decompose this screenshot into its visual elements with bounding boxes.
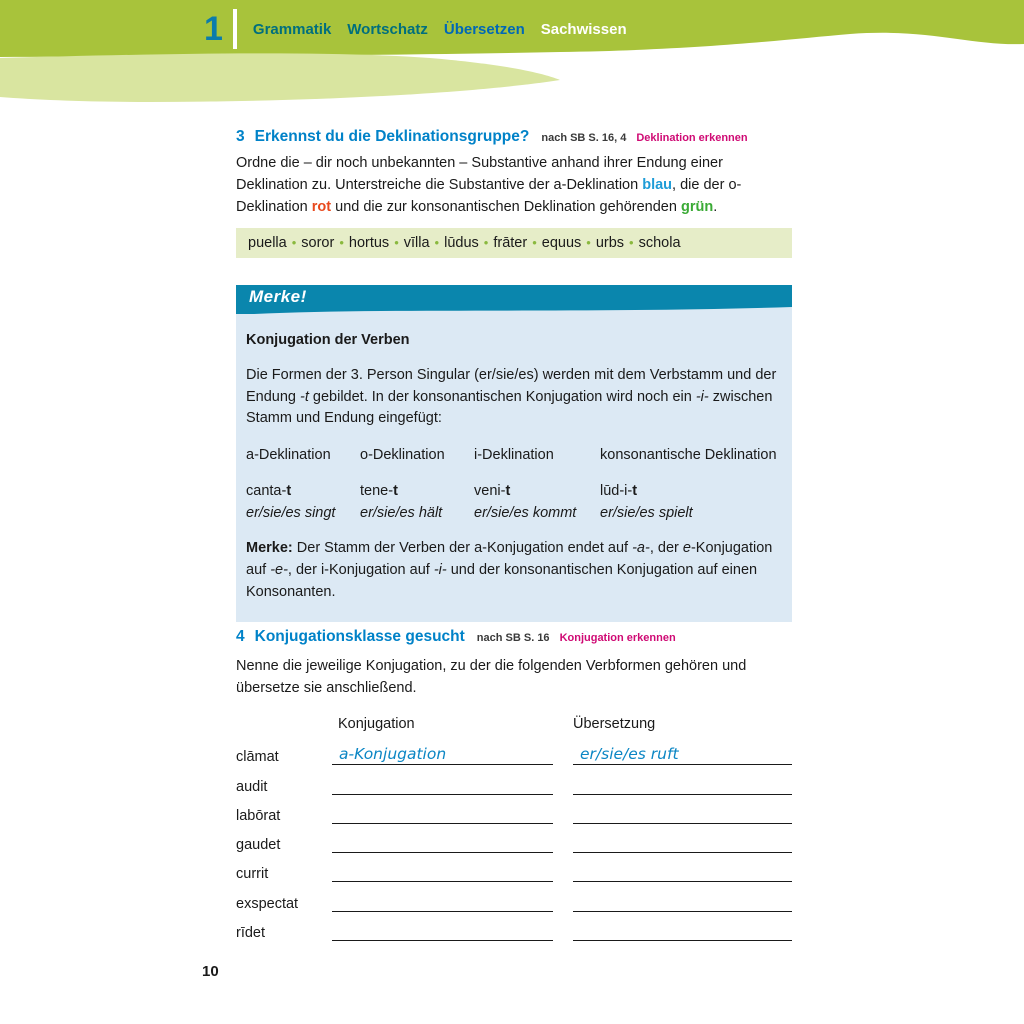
merke-col-header: i-Deklination xyxy=(474,447,554,463)
text-run: und der konsonantischen Konjugation auf einen Konsonanten. xyxy=(246,562,758,600)
konjugation-blank[interactable] xyxy=(332,828,553,853)
merke-note xyxy=(246,538,782,603)
merke-col-header: a-Deklination xyxy=(246,447,331,463)
merke-table-translations xyxy=(246,503,782,525)
word-separator: • xyxy=(586,235,591,250)
text-run: Der Stamm der Verben der a-Konjugation endet auf xyxy=(292,540,633,557)
uebersetzung-blank[interactable] xyxy=(573,828,792,853)
word-box xyxy=(236,228,792,258)
table-row xyxy=(236,771,792,800)
verb-form xyxy=(474,481,600,503)
verb-label: exspectat xyxy=(236,895,299,912)
ex4-tag: Konjugation erkennen xyxy=(559,632,676,644)
konjugation-blank[interactable] xyxy=(332,887,553,912)
text-run-italic: -t xyxy=(300,388,309,405)
ex3-reference: nach SB S. 16, 4 xyxy=(541,132,627,144)
verb-translation: er/sie/es hält xyxy=(360,504,443,521)
tab-uebersetzen: Übersetzen xyxy=(443,20,525,38)
header-divider xyxy=(233,9,237,49)
ex4-table-headers xyxy=(236,716,792,736)
handwritten-answer: a-Konjugation xyxy=(339,745,447,764)
unit-number: 1 xyxy=(204,10,223,48)
verb-label: rīdet xyxy=(236,925,266,942)
verb-label: currit xyxy=(236,866,269,883)
text-run-italic: -i- xyxy=(695,388,709,405)
uebersetzung-blank[interactable] xyxy=(573,740,792,765)
merke-table-headers xyxy=(246,445,782,467)
tab-grammatik: Grammatik xyxy=(252,20,332,38)
table-row xyxy=(236,918,792,947)
verb-translation: er/sie/es spielt xyxy=(600,504,693,521)
konjugation-blank[interactable] xyxy=(332,799,553,824)
handwritten-answer: er/sie/es ruft xyxy=(580,745,679,764)
merke-subtitle: Konjugation der Verben xyxy=(246,332,410,348)
merke-header xyxy=(236,285,792,314)
text-run-italic: -i- xyxy=(433,562,447,578)
header-nav xyxy=(204,9,627,49)
form-stem: canta- xyxy=(246,482,287,499)
word-item: equus xyxy=(541,235,582,251)
word-item: schola xyxy=(638,235,681,251)
uebersetzung-blank[interactable] xyxy=(573,770,792,795)
ex4-table xyxy=(236,742,792,947)
form-stem: veni- xyxy=(474,482,506,499)
uebersetzung-blank[interactable] xyxy=(573,916,792,941)
verb-form xyxy=(246,481,360,503)
form-stem: lūd-i- xyxy=(600,482,633,499)
word-item: lūdus xyxy=(444,235,479,251)
text-run: , die der o-Deklination xyxy=(236,176,742,215)
table-row xyxy=(236,742,792,771)
table-row xyxy=(236,888,792,917)
text-run-italic: -e- xyxy=(270,562,288,578)
form-ending: t xyxy=(505,482,511,499)
word-item: hortus xyxy=(348,235,390,251)
ex4-title: Konjugationsklasse gesucht xyxy=(254,628,465,645)
merke-intro xyxy=(246,365,782,430)
word-separator: • xyxy=(629,235,634,250)
uebersetzung-blank[interactable] xyxy=(573,857,792,882)
ex3-instruction xyxy=(236,153,792,218)
merke-title: Merke! xyxy=(249,287,307,306)
ex4-instruction: Nenne die jeweilige Konjugation, zu der die folgenden Verbformen gehören und übersetze sie anschließend. xyxy=(236,658,747,696)
konjugation-blank[interactable] xyxy=(332,857,553,882)
word-item: soror xyxy=(301,235,335,251)
exercise-3-heading xyxy=(236,128,748,146)
page-number: 10 xyxy=(202,963,219,980)
form-ending: t xyxy=(286,482,292,499)
merke-header-wave xyxy=(236,306,792,315)
konjugation-column-header: Konjugation xyxy=(338,716,415,732)
text-run-italic: e xyxy=(682,540,691,557)
merke-note-label: Merke: xyxy=(246,540,293,557)
word-rot: rot xyxy=(311,198,332,215)
word-gruen: grün xyxy=(680,198,714,215)
form-ending: t xyxy=(632,482,638,499)
tab-wortschatz: Wortschatz xyxy=(347,20,428,38)
word-item: urbs xyxy=(595,235,625,251)
word-separator: • xyxy=(339,235,344,250)
konjugation-blank[interactable] xyxy=(332,770,553,795)
text-run: , der xyxy=(649,540,683,557)
konjugation-blank[interactable] xyxy=(332,740,553,765)
form-stem: tene- xyxy=(360,482,394,499)
word-blau: blau xyxy=(642,176,673,193)
word-separator: • xyxy=(434,235,440,250)
text-run: , der i-Konjugation auf xyxy=(287,562,434,578)
uebersetzung-blank[interactable] xyxy=(573,799,792,824)
text-run: gebildet. In der konsonantischen Konjugation wird noch ein xyxy=(308,388,696,405)
word-item: puella xyxy=(248,235,287,251)
tab-sachwissen: Sachwissen xyxy=(540,20,627,38)
verb-form xyxy=(360,481,474,503)
merke-col-header: konsonantische Deklination xyxy=(600,447,777,463)
word-separator: • xyxy=(483,235,489,250)
ex4-number: 4 xyxy=(236,628,245,645)
form-ending: t xyxy=(393,482,398,499)
verb-translation: er/sie/es singt xyxy=(246,504,336,521)
word-item: vīlla xyxy=(403,235,430,251)
ex3-number: 3 xyxy=(236,128,245,145)
table-row xyxy=(236,801,792,830)
table-row xyxy=(236,859,792,888)
ex3-tag: Deklination erkennen xyxy=(636,132,748,144)
text-run: -Konjugation auf xyxy=(246,540,773,578)
verb-label: audit xyxy=(236,778,268,795)
word-separator: • xyxy=(394,235,399,250)
text-run: und die zur konsonantischen Deklination gehörenden xyxy=(331,198,681,215)
uebersetzung-blank[interactable] xyxy=(573,887,792,912)
word-separator: • xyxy=(532,235,537,250)
merke-col-header: o-Deklination xyxy=(360,447,445,463)
merke-body xyxy=(236,314,792,622)
text-run: Die Formen der 3. Person Singular (er/sie/es) werden mit dem Verbstamm und der Endung xyxy=(246,366,777,405)
text-run: zwischen Stamm und Endung eingefügt: xyxy=(246,388,773,427)
verb-label: gaudet xyxy=(236,837,281,854)
ex3-title: Erkennst du die Deklinationsgruppe? xyxy=(254,128,530,145)
word-item: frāter xyxy=(493,235,528,251)
exercise-4-heading xyxy=(236,628,676,646)
word-separator: • xyxy=(291,235,297,250)
text-run-italic: -a- xyxy=(632,540,650,557)
ex4-reference: nach SB S. 16 xyxy=(476,632,550,644)
verb-label: labōrat xyxy=(236,807,281,824)
text-run: . xyxy=(713,198,718,215)
uebersetzung-column-header: Übersetzung xyxy=(573,716,656,732)
verb-translation: er/sie/es kommt xyxy=(474,504,577,521)
verb-label: clāmat xyxy=(236,749,279,766)
verb-form xyxy=(600,481,782,503)
merke-box xyxy=(236,285,792,622)
merke-table-forms xyxy=(246,481,782,503)
text-run: Ordne die – dir noch unbekannten – Substantive anhand ihrer Endung einer Deklination zu. Unterstreiche die Substantive der a-Deklination xyxy=(236,155,723,193)
table-row xyxy=(236,830,792,859)
konjugation-blank[interactable] xyxy=(332,916,553,941)
